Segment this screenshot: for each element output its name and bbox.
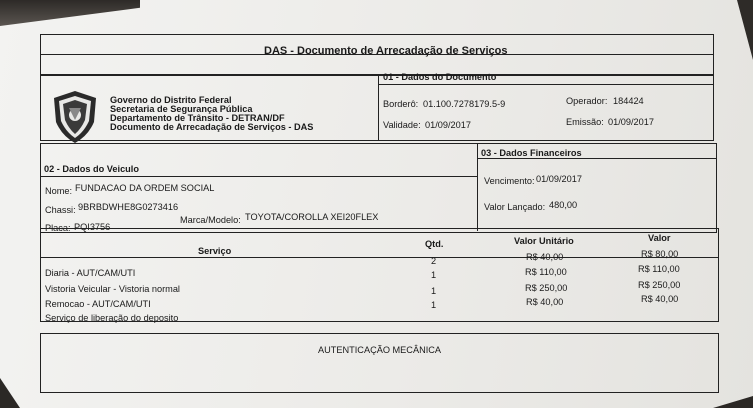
emissao-value: 01/09/2017 [608,117,654,127]
operador-value: 184424 [613,96,644,106]
row-2-unitario: R$ 110,00 [525,267,567,277]
nome-label: Nome: [45,186,73,196]
row-2-valor: R$ 110,00 [638,264,680,274]
col-header-qtd: Qtd. [425,239,444,249]
finance-heading-underline [477,158,716,159]
row-3-qtd: 1 [431,286,437,296]
bordero-label: Borderô: [383,99,419,109]
autenticacao-box [40,333,719,393]
placa-value: PQI3756 [74,222,111,232]
document-title: DAS - Documento de Arrecadação de Serviços [264,45,508,57]
marca-value: TOYOTA/COROLLA XEI20FLEX [245,212,379,222]
dados-documento-heading: 01 - Dados do Documento [383,72,497,82]
chassi-value: 9BRBDWHE8G0273416 [78,202,179,212]
detran-shield-logo [52,90,98,144]
placa-label: Placa: [45,223,71,233]
dados-veiculo-heading: 02 - Dados do Veiculo [44,164,139,174]
dados-financeiros-heading: 03 - Dados Financeiros [481,148,582,158]
col-header-servico: Serviço [198,246,232,256]
background-edge [713,396,753,408]
row-1-unitario: R$ 40,00 [526,252,564,262]
row-4-servico: Serviço de liberação do deposito [45,313,179,323]
vencimento-value: 01/09/2017 [536,174,582,184]
nome-value: FUNDACAO DA ORDEM SOCIAL [75,183,215,193]
background-edge [0,0,140,26]
row-2-servico: Vistoria Veicular - Vistoria normal [45,284,180,294]
table-header-underline [40,257,718,258]
vehicle-heading-underline [40,176,478,177]
issuer-line-1: Governo do Distrito Federal [110,95,232,105]
row-2-qtd: 1 [431,270,437,280]
background-edge [0,378,20,408]
bordero-value: 01.100.7278179.5-9 [423,99,506,109]
row-4-unitario: R$ 40,00 [526,297,564,307]
doc-heading-underline [378,84,713,85]
operador-label: Operador: [566,96,608,106]
validade-label: Validade: [383,120,421,130]
finance-vdivider [477,143,478,231]
marca-label: Marca/Modelo: [180,215,241,225]
issuer-line-2: Secretaria de Segurança Pública [110,104,253,114]
chassi-label: Chassi: [45,205,76,215]
emissao-label: Emissão: [566,117,604,127]
col-header-valor: Valor [648,233,671,243]
row-3-valor: R$ 250,00 [638,280,681,290]
background-edge [713,0,753,60]
valor-lancado-value: 480,00 [549,200,578,210]
validade-value: 01/09/2017 [425,120,471,130]
col-header-valor-unitario: Valor Unitário [514,236,574,246]
row-1-qtd: 2 [431,256,437,266]
vencimento-label: Vencimento: [484,176,535,186]
issuer-line-4: Documento de Arrecadação de Serviços - DAS [110,122,314,132]
row-4-valor: R$ 40,00 [641,294,679,304]
autenticacao-label: AUTENTICAÇÃO MECÂNICA [318,345,442,355]
row-1-valor: R$ 80,00 [641,249,679,259]
row-1-servico: Diaria - AUT/CAM/UTI [45,268,136,278]
row-4-qtd: 1 [431,300,437,310]
issuer-line-3: Departamento de Trânsito - DETRAN/DF [110,113,285,123]
row-3-unitario: R$ 250,00 [525,283,568,293]
valor-lancado-label: Valor Lançado: [484,202,546,212]
row-3-servico: Remocao - AUT/CAM/UTI [45,299,151,309]
